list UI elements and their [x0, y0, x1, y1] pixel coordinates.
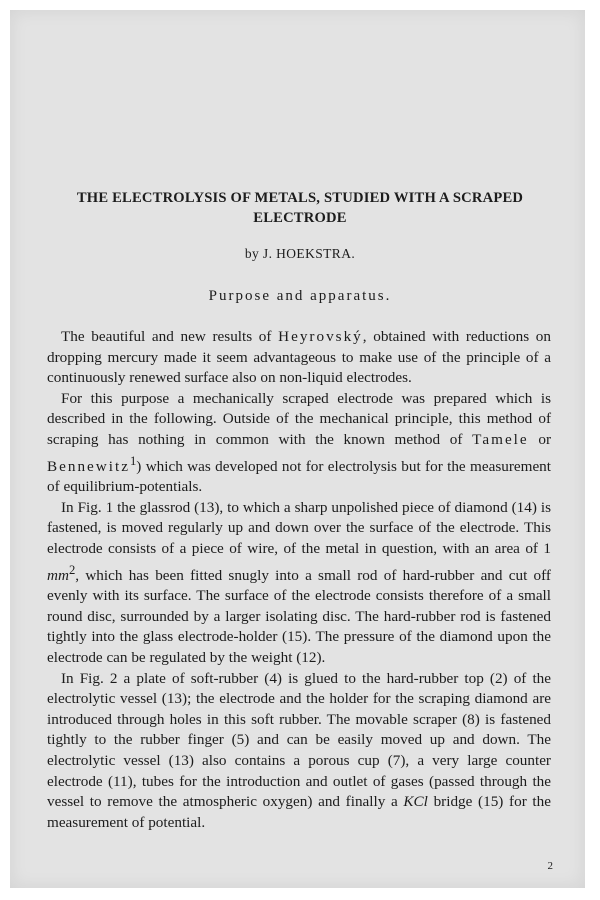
paper-page	[10, 10, 585, 888]
section-heading: Purpose and apparatus.	[208, 288, 392, 304]
kcl-formula: KCl	[403, 793, 428, 811]
author-byline: by J. HOEKSTRA.	[244, 246, 356, 261]
body-text	[47, 317, 551, 833]
paragraph-2: For this purpose a mechanically scraped electrode was prepared which is described in the following. Outside of the mechanical principle, this method of scraping has nothing in common with the known method of Tamele or Bennewitz$^1$) which was developed not for electrolysis but for the measurement of equilibrium-potentials.	[47, 389, 552, 496]
paragraph-4: In Fig. 2 a plate of soft-rubber (4) is glued to the hard-rubber top (2) of the electrolytic vessel (13); the electrode and the holder for the scraping diamond are introduced through holes in this soft rubber. The movable scraper (8) is fastened tightly to the rubber finger (5) and can be easily moved up and down. The electrolytic vessel (13) also contains a porous cup (7), a very large counter electrode (11), tubes for the introduction and outlet of gases (passed through the vessel to remove the atmospheric oxygen) and finally a KCl bridge (15) for the measurement of potential.	[47, 669, 551, 831]
page-number: 2	[547, 860, 553, 872]
paragraph-1: The beautiful and new results of Heyrovský, obtained with reductions on dropping mercury made it seem advantageous to make use of the principle of a continuously renewed surface also on non-liquid electrodes.	[47, 328, 551, 387]
author-name-bennewitz: Bennewitz	[47, 457, 130, 475]
paper-title	[40, 188, 560, 228]
author-name-tamele: Tamele	[472, 430, 529, 448]
footnote-marker: 1	[129, 453, 137, 468]
title-line-2: ELECTRODE	[253, 210, 347, 226]
unit-mm: mm	[47, 566, 69, 584]
paragraph-3: In Fig. 1 the glassrod (13), to which a sharp unpolished piece of diamond (14) is fastened, is moved regularly up and down over the surface of the electrode. This electrode consists of a piece of wire, of the metal in question, with an area of 1 $mm^2$, which has been fitted snugly into a small rod of hard-rubber and cut off evenly with its surface. The surface of the electrode consists therefore of a small round disc, surrounded by a larger isolating disc. The hard-rubber rod is fastened tightly into the glass electrode-holder (15). The pressure of the diamond upon the electrode can be regulated by the weight (12).	[47, 498, 551, 667]
author-name-heyrovsky: Heyrovský	[278, 328, 363, 345]
title-line-1: THE ELECTROLYSIS OF METALS, STUDIED WITH A SCRAPED	[76, 190, 524, 206]
unit-exponent: 2	[68, 562, 76, 577]
